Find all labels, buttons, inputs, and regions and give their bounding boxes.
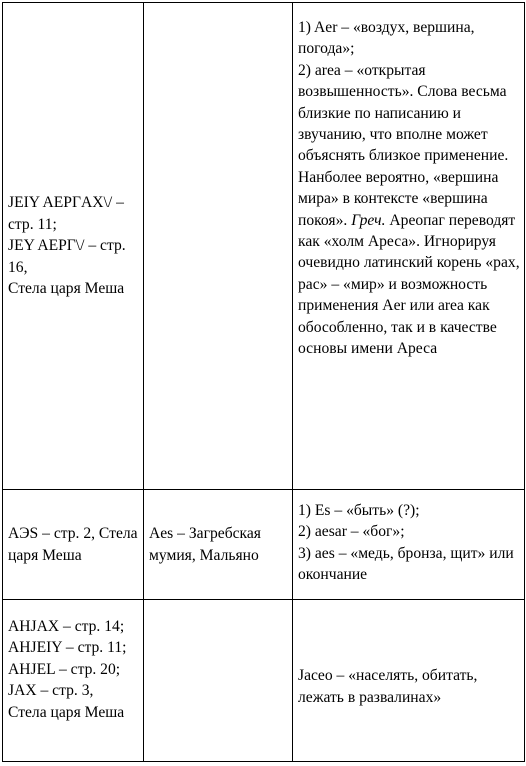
inscription-cell: JEIY AEPГAX\/ – стр. 11; JEY AEPГ\/ – стр. 16, Стела царя Меша	[3, 3, 144, 490]
glossary-table	[2, 2, 525, 762]
interpretation-italic-text: Греч.	[351, 211, 386, 229]
table-row	[3, 600, 525, 762]
interpretation-text-cont: Ареопаг переводят как «холм Ареса». Игнорируя очевидно латинский корень «рах, рас» – «мир» и возможность применения Aer или area как обособленно, так и в качестве основы имени Ареса	[298, 211, 520, 358]
interpretation-cell: 1) Es – «быть» (?); 2) aesar – «бог»; 3) aes – «медь, бронза, щит» или окончание	[293, 490, 525, 600]
interpretation-text: 1) Aer – «воздух, вершина, погода»; 2) area – «открытая возвышенность». Слова весьма близкие по написанию и звучанию, что вполне может объяснять близкое применение. Нанболее вероятно, «вершина мира» в контексте «вершина покоя».	[298, 19, 509, 229]
table-row	[3, 490, 525, 600]
interpretation-cell: Jaceo – «населять, обитать, лежать в развалинах»	[293, 600, 525, 762]
parallel-cell	[144, 600, 293, 762]
parallel-cell: Aes – Загребская мумия, Мальяно	[144, 490, 293, 600]
inscription-cell: AHJAX – стр. 14; AHJEIY – стр. 11; AHJEL – стр. 20; JAX – стр. 3, Стела царя Меша	[3, 600, 144, 762]
inscription-cell: AЭS – стр. 2, Стела царя Меша	[3, 490, 144, 600]
interpretation-cell	[293, 3, 525, 490]
parallel-cell	[144, 3, 293, 490]
table-row	[3, 3, 525, 490]
